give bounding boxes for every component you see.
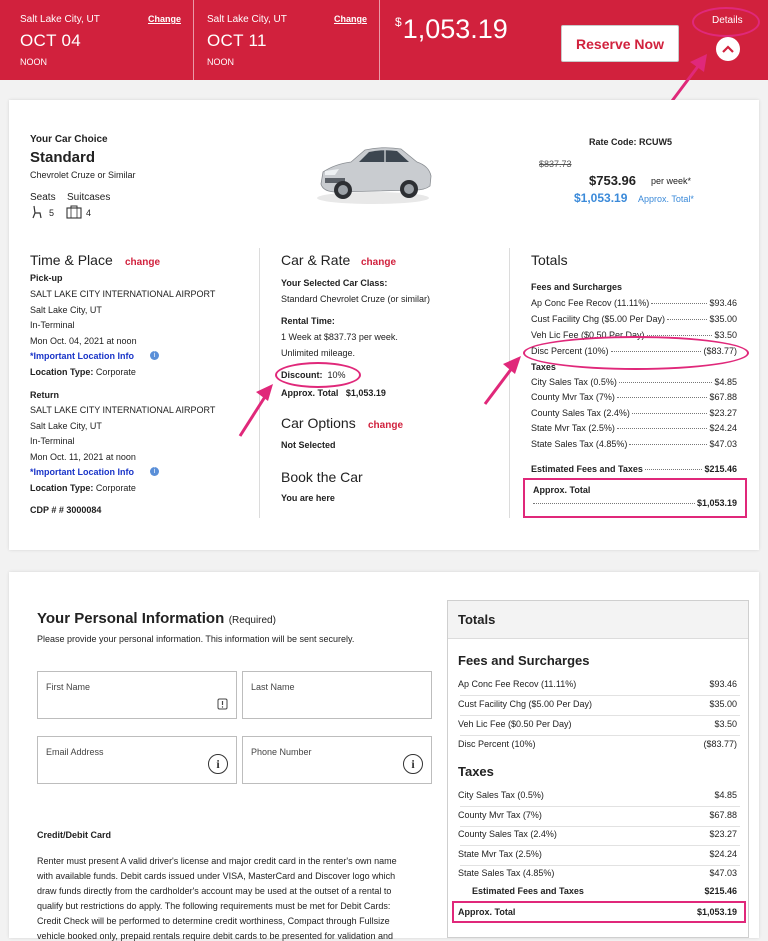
tax-value: $24.24 xyxy=(709,423,737,433)
return-line: Mon Oct. 11, 2021 at noon xyxy=(30,452,136,462)
tax-value: $67.88 xyxy=(709,810,737,820)
tax-value: $23.27 xyxy=(709,408,737,418)
required-note: (Required) xyxy=(228,615,276,626)
personal-info-heading xyxy=(37,610,276,628)
phone-input[interactable] xyxy=(250,763,397,777)
selected-class-label: Your Selected Car Class: xyxy=(281,278,388,288)
row-divider xyxy=(460,695,740,696)
totals-panel xyxy=(447,600,749,938)
discount-value: 10% xyxy=(327,370,346,380)
pickup-location-info-link[interactable]: *Important Location Info xyxy=(30,351,134,361)
tax-label: State Sales Tax (4.85%) xyxy=(531,439,628,449)
car-choice-label: Your Car Choice xyxy=(30,134,108,145)
tax-label: County Mvr Tax (7%) xyxy=(531,392,615,402)
row-divider xyxy=(460,715,740,716)
row-divider xyxy=(460,845,740,846)
return-change-link[interactable]: Change xyxy=(333,14,367,24)
card-policy-line: Credit Check will be performed to determine credit worthiness, Compact through Fullsize xyxy=(37,916,390,926)
tax-value: $47.03 xyxy=(709,868,737,878)
reserve-now-button[interactable]: Reserve Now xyxy=(561,25,679,62)
totals-panel-fees-heading: Fees and Surcharges xyxy=(458,653,590,668)
tax-value: $47.03 xyxy=(709,439,737,449)
tax-label: State Sales Tax (4.85%) xyxy=(458,868,555,878)
fee-label: Disc Percent (10%) xyxy=(458,739,536,749)
cdp-number: CDP # # 3000084 xyxy=(30,505,102,515)
rental-time-line: 1 Week at $837.73 per week. xyxy=(281,332,398,342)
taxes-heading: Taxes xyxy=(531,362,556,372)
price-currency: $ xyxy=(395,15,402,29)
selected-class-value: Standard Chevrolet Cruze (or similar) xyxy=(281,294,431,304)
card-policy-line: with available funds. Debit cards issued under VISA, MasterCard and Discover logo which xyxy=(37,871,396,881)
pickup-date: OCT 04 xyxy=(20,31,82,50)
card-policy-line: vehicle booked only, prepaid rentals require debit cards to be presented for validation and xyxy=(37,931,394,941)
row-divider xyxy=(460,806,740,807)
totals-title: Totals xyxy=(531,252,568,268)
tax-label: State Mvr Tax (2.5%) xyxy=(458,849,542,859)
approx-total-label: Approx. Total* xyxy=(638,194,694,204)
return-time: NOON xyxy=(207,57,234,67)
personal-info-title: Your Personal Information xyxy=(37,610,225,627)
location-type-value: Corporate xyxy=(95,483,136,493)
card-policy-heading: Credit/Debit Card xyxy=(37,830,112,840)
card-policy-line: draw funds directly from the cardholder's account may be used at the outset of a rental to xyxy=(37,886,392,896)
email-info-icon[interactable]: i xyxy=(208,754,228,774)
tax-label: County Mvr Tax (7%) xyxy=(458,810,542,820)
first-name-label: First Name xyxy=(46,682,91,692)
fee-label: Veh Lic Fee ($0.50 Per Day) xyxy=(531,330,645,340)
fees-heading: Fees and Surcharges xyxy=(531,282,623,292)
phone-label: Phone Number xyxy=(251,747,312,757)
tax-label: County Sales Tax (2.4%) xyxy=(458,829,557,839)
approx-total-value: $1,053.19 xyxy=(696,907,737,917)
pickup-change-link[interactable]: Change xyxy=(147,14,181,24)
car-class: Standard xyxy=(30,149,96,166)
tax-label: City Sales Tax (0.5%) xyxy=(531,377,617,387)
car-options-title: Car Options xyxy=(281,415,356,431)
seats-label: Seats xyxy=(30,192,56,203)
return-line: SALT LAKE CITY INTERNATIONAL AIRPORT xyxy=(30,405,216,415)
tax-value: $67.88 xyxy=(709,392,737,402)
email-input[interactable] xyxy=(45,763,202,777)
tax-value: $24.24 xyxy=(709,849,737,859)
weekly-price: $753.96 xyxy=(589,173,636,188)
return-label: Return xyxy=(30,390,59,400)
pickup-line: SALT LAKE CITY INTERNATIONAL AIRPORT xyxy=(30,289,216,299)
fee-value: ($83.77) xyxy=(703,739,737,749)
info-icon[interactable]: i xyxy=(150,467,159,476)
last-name-label: Last Name xyxy=(251,682,295,692)
book-car-title: Book the Car xyxy=(281,469,363,485)
estimated-value: $215.46 xyxy=(704,464,737,474)
estimated-label: Estimated Fees and Taxes xyxy=(472,886,584,896)
email-field[interactable] xyxy=(37,736,237,784)
suitcases-count: 4 xyxy=(86,208,92,218)
location-type-value: Corporate xyxy=(95,367,136,377)
last-name-field[interactable] xyxy=(242,671,432,719)
return-line: In-Terminal xyxy=(30,436,75,446)
tax-value: $23.27 xyxy=(709,829,737,839)
phone-field[interactable] xyxy=(242,736,432,784)
fee-label: Cust Facility Chg ($5.00 Per Day) xyxy=(531,314,666,324)
time-place-title: Time & Place xyxy=(30,252,113,268)
time-place-change-link[interactable]: change xyxy=(125,257,161,268)
fee-value: $35.00 xyxy=(709,314,737,324)
card-policy-line: qualify but restrictions do apply. The following requirements must be met for Debit Cards: xyxy=(37,901,391,911)
personal-info-subtitle: Please provide your personal information. This information will be sent securely. xyxy=(37,634,355,644)
location-type-label: Location Type: xyxy=(30,367,94,377)
totals-panel-taxes-heading: Taxes xyxy=(458,764,494,779)
row-divider xyxy=(460,826,740,827)
suitcases-label: Suitcases xyxy=(67,192,111,203)
pickup-line: Salt Lake City, UT xyxy=(30,305,102,315)
tax-value: $4.85 xyxy=(714,790,737,800)
rental-time-line: Unlimited mileage. xyxy=(281,348,356,358)
fee-label: Cust Facility Chg ($5.00 Per Day) xyxy=(458,699,593,709)
discount-label: Discount: xyxy=(281,370,323,380)
row-divider xyxy=(460,735,740,736)
approx-total-highlight-box xyxy=(452,901,746,923)
pickup-line: In-Terminal xyxy=(30,320,75,330)
totals-panel-header xyxy=(448,601,748,639)
personal-information-card xyxy=(9,572,759,941)
first-name-field[interactable] xyxy=(37,671,237,719)
approx-label: Approx. Total xyxy=(281,388,339,398)
tax-label: County Sales Tax (2.4%) xyxy=(531,408,630,418)
return-location-info-link[interactable]: *Important Location Info xyxy=(30,467,134,477)
first-name-input[interactable] xyxy=(45,698,202,712)
fee-value: ($83.77) xyxy=(703,346,737,356)
car-options-value: Not Selected xyxy=(281,440,336,450)
car-rate-change-link[interactable]: change xyxy=(361,257,397,268)
rental-time-label: Rental Time: xyxy=(281,316,335,326)
pickup-label: Pick-up xyxy=(30,273,63,283)
fee-label: Veh Lic Fee ($0.50 Per Day) xyxy=(458,719,572,729)
per-week-label: per week* xyxy=(651,176,692,186)
pickup-city: Salt Lake City, UT xyxy=(20,14,100,25)
fee-label: Ap Conc Fee Recov (11.11%) xyxy=(458,679,577,689)
car-rate-title: Car & Rate xyxy=(281,252,351,268)
fee-label: Disc Percent (10%) xyxy=(531,346,609,356)
return-city: Salt Lake City, UT xyxy=(207,14,287,25)
totals-panel-title: Totals xyxy=(458,612,496,627)
tax-value: $4.85 xyxy=(714,377,737,387)
return-line: Salt Lake City, UT xyxy=(30,421,102,431)
estimated-label: Estimated Fees and Taxes xyxy=(531,464,643,474)
car-options-change-link[interactable]: change xyxy=(368,420,404,431)
fee-value: $3.50 xyxy=(714,719,737,729)
phone-info-icon[interactable]: i xyxy=(403,754,423,774)
estimated-value: $215.46 xyxy=(704,886,737,896)
price-amount: 1,053.19 xyxy=(402,14,508,44)
old-price: $837.73 xyxy=(539,159,572,169)
autofill-contact-icon[interactable] xyxy=(217,698,228,710)
approx-total-label: Approx. Total xyxy=(533,485,591,495)
car-model: Chevrolet Cruze or Similar xyxy=(30,170,136,180)
fee-value: $35.00 xyxy=(709,699,737,709)
email-label: Email Address xyxy=(46,747,104,757)
fee-label: Ap Conc Fee Recov (11.11%) xyxy=(531,298,650,308)
location-type-label: Location Type: xyxy=(30,483,94,493)
book-car-status: You are here xyxy=(281,493,335,503)
rate-code: Rate Code: RCUW5 xyxy=(589,137,673,147)
details-link[interactable]: Details xyxy=(712,15,743,26)
last-name-input[interactable] xyxy=(250,698,397,712)
card-policy-line: Renter must present A valid driver's license and major credit card in the renter's own name xyxy=(37,856,397,866)
tax-label: City Sales Tax (0.5%) xyxy=(458,790,544,800)
info-icon[interactable]: i xyxy=(150,351,159,360)
approx-total-label: Approx. Total xyxy=(458,907,516,917)
pickup-line: Mon Oct. 04, 2021 at noon xyxy=(30,336,137,346)
fee-value: $93.46 xyxy=(709,679,737,689)
approx-value: $1,053.19 xyxy=(345,388,386,398)
approx-total-value: $1,053.19 xyxy=(696,498,737,508)
seats-count: 5 xyxy=(49,208,55,218)
fee-value: $3.50 xyxy=(714,330,737,340)
pickup-time: NOON xyxy=(20,57,47,67)
approx-total-price: $1,053.19 xyxy=(574,191,628,205)
row-divider xyxy=(460,865,740,866)
fee-value: $93.46 xyxy=(709,298,737,308)
tax-label: State Mvr Tax (2.5%) xyxy=(531,423,615,433)
return-date: OCT 11 xyxy=(207,31,267,50)
